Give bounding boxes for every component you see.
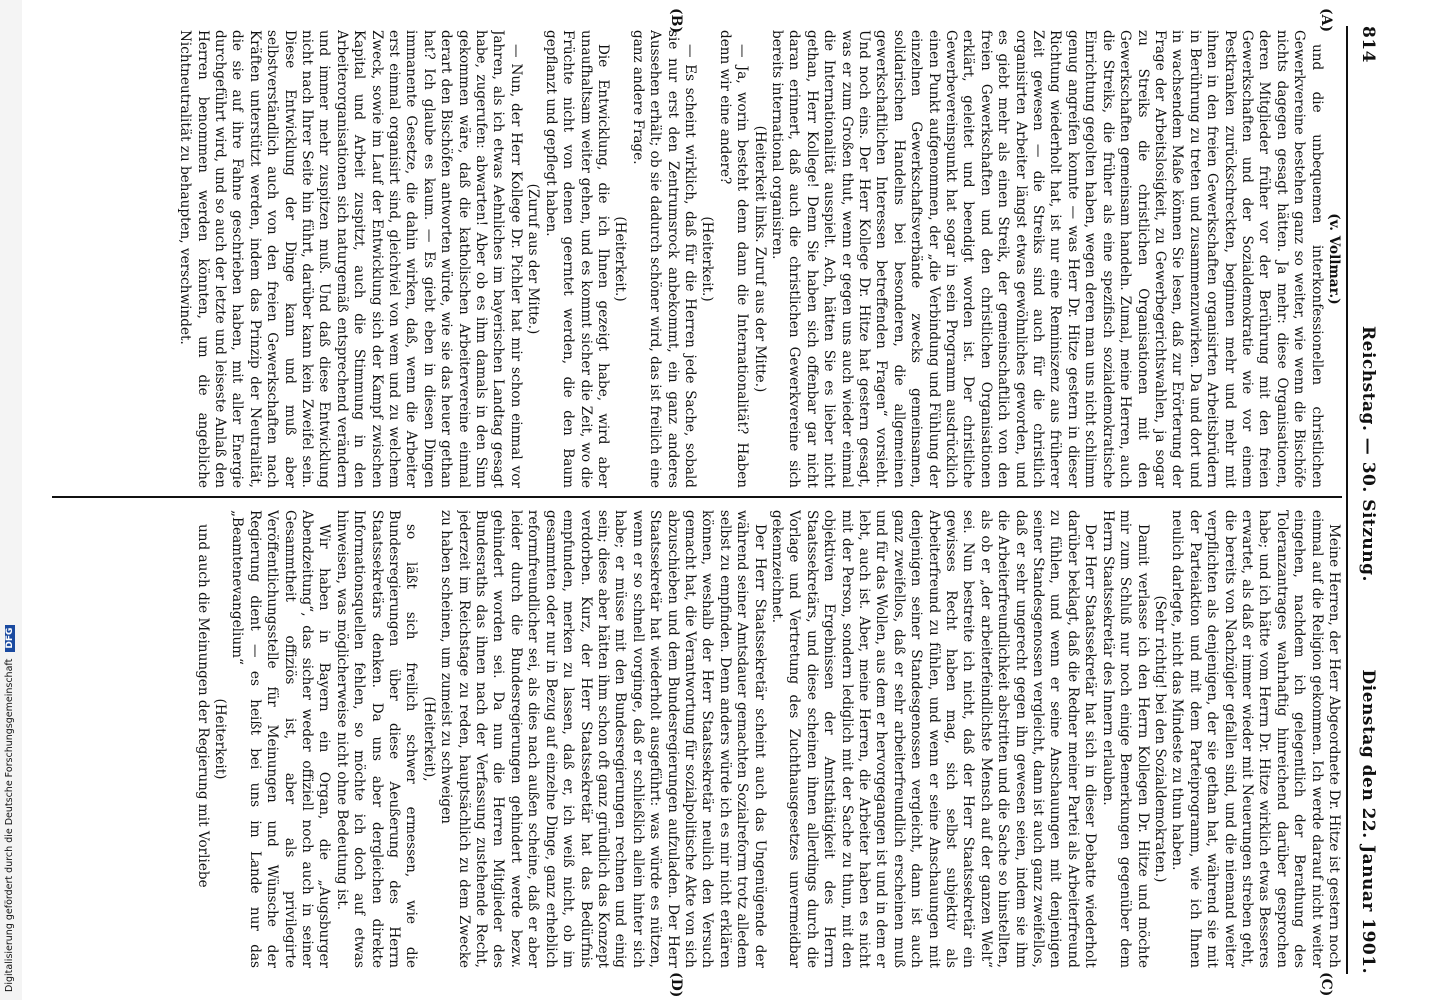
page-header: [1352, 26, 1378, 974]
running-title: Reichstag. — 30. Sitzung.: [1358, 326, 1378, 582]
paragraph: Der Herr Staatssekretär hat sich in dieser Debatte wiederholt darüber beklagt, daß die Redner meiner Partei als Arbeiterfreund zu fühlen, und wenn er seine Anschauungen mit denjenigen seiner Standesgenossen vergleicht, dann ist auch ganz zweifellos, daß er sehr ungerecht gegen ihn gewesen seien, indem sie ihm die Arbeiterfreundlichkeit abstritten und die Sache so hinstellten, als ob er „der arbeiterfeindlichste Mensch auf der ganzen Welt“ sei. Nun bestreite ich nicht, daß der Herr Staatssekretär ein gewisses Recht haben mag, sich selbst subjektiv als Arbeiterfreund zu fühlen, und wenn er seine Anschauungen mit denjenigen seiner Standesgenossen vergleicht, dann ist auch ganz zweifellos, daß er sehr arbeiterfreundlich erscheinen muß und für das Wollen, aus dem er hervorgegangen ist und in dem er lebt, auch ist. Aber, meine Herren, die Arbeiter haben es nicht mit der Person, sondern lediglich mit der Sache zu thun, mit den objektiven Ergebnissen der Amtsthätigkeit des Herrn Staatssekretärs, und diese scheinen ihnen allerdings durch die Vorlage und Vertretung des Zuchthausgesetzes unvermeidbar gekennzeichnet.: [769, 510, 1099, 968]
interjection: (Heiterkeit): [212, 698, 228, 780]
page-number: 814: [1358, 26, 1378, 63]
speaker-label: (v. Vollmar.): [1326, 213, 1342, 305]
margin-marker-c: (C): [1318, 972, 1334, 997]
margin-marker-d: (D): [668, 972, 684, 998]
digitization-credit-text: Digitalisierung gefördert durch die Deutsche Forschungsgemeinschaft: [4, 658, 15, 992]
session-date: Dienstag den 22. Januar 1901.: [1358, 669, 1378, 974]
paragraph: und auch die Meinungen der Regierung mit Vorliebe: [194, 524, 211, 888]
interjection: (Heiterkeit links. Zuruf aus der Mitte.): [751, 125, 768, 393]
paragraph: — Nun, der Herr Kollege Dr. Pichler hat mir schon einmal vor Jahren, als ich etwas Aehnliches im bayerischen Landtag gesagt habe, zugerufen: abwarten! Aber ob es ihm damals in den Sinn gekommen wäre, daß die katholischen Arbeitervereine einmal derart den Bischöfen antworten würde, wie sie das heuer gethan hat? Ich glaube es kaum. — Es giebt eben in diesen Dingen immanente Gesetze, die dahin wirken, daß, wenn die Arbeiter erst einmal organisirt sind, gleichviel von wem und zu welchem Zweck, sowie im Lauf der Entwicklung sich der Kampf zwischen Kapital und Arbeit zuspitzt, auch die Stimmung in den Arbeiterorganisationen sich naturgemäß entsprechend verändern und immer mehr zuspitzen muß. Und daß diese Entwicklung nicht nach Ihrer Seite hin führt, darüber kann kein Zweifel sein. Diese Entwicklung der Dinge kann und muß aber selbstverständlich auch von den freien Gewerkschaften nach Kräften unterstützt werden, indem das Prinzip der Neutralität, die sie auf ihre Fahne geschrieben haben, mit aller Energie durchgeführt wird, und so auch der letzte und leiseste Anlaß den Herren benommen werden könnten, um die angebliche Nichtneutralität zu behaupten, verschwindet.: [177, 30, 524, 488]
interjection: (Sehr richtig! bei den Sozialdemokraten.): [1151, 595, 1168, 883]
margin-marker-b: (B): [668, 8, 684, 34]
paragraph: Meine Herren, der Herr Abgeordnete Dr. Hitze ist gestern noch einmal auf die Religion gekommen. Ich werde darauf nicht weiter eingehen, nachdem ich gelegentlich der Berathung des Toleranzantrages wahrhaftig hinreichend darüber gesprochen habe; und ich hätte vom Herrn Dr. Hitze wirklich etwas Besseres erwartet, als daß er immer wieder mit Neuerungen streben geht, die bereits von Nachzügler gefallen sind, und die niemand weiter verpflichten als denjenigen, der sie gethan hat, während sie mit der Parteiaktion und mit dem Parteiprogramm, wie ich Ihnen neulich darlegte, nicht das Mindeste zu thun haben.: [1169, 510, 1342, 968]
paragraph: Wir haben in Bayern ein Organ, die „Augsburger Abendzeitung“, das sicher weder offiziell noch auch in seiner Gesammtheit offiziös ist, aber als privilegirte Veröffentlichungsstelle für Meinungen und Wünsche der Regierung dient — es heißt bei uns im Lande nur das „Beamtenevangelium“: [229, 510, 333, 968]
interjection: (Heiterkeit.): [699, 216, 716, 302]
paragraph: — Es scheint wirklich, daß für die Herren jede Sache, sobald sie nur erst den Zentrumsrock anbekommt, ein ganz anderes Aussehen erhält; ob sie dadurch schöner wird, das ist freilich eine ganz andere Frage.: [629, 30, 698, 488]
header-rule: [1346, 26, 1348, 974]
interjection: (Heiterkeit.): [612, 216, 629, 302]
paragraph: — Ja, worin besteht denn dann die Internationalität? Haben denn wir eine andere?: [716, 30, 751, 488]
rotated-page: [12, 0, 1392, 1000]
paragraph: Die Entwicklung, die ich Ihnen gezeigt habe, wird aber unaufhaltsam weiter gehen, und es kommt sicher die Zeit, wo die Früchte nicht von denen geerntet werden, die den Baum gepflanzt und gepflegt haben.: [542, 30, 611, 488]
right-column: [42, 510, 1342, 968]
interjection: (Zuruf aus der Mitte.): [525, 183, 542, 335]
left-column: [42, 30, 1342, 488]
paragraph: Der Herr Staatssekretär scheint auch das Ungenügende der während seiner Amtsdauer gemachten Sozialreform trotz alledem selbst zu empfinden. Denn anders würde ich es mir nicht erklären können, weshalb der Herr Staatssekretär neulich den Versuch gemacht hat, die Verantwortung für sozialpolitische Akte von sich abzuschieben und dem Bundesregierungen aufzuladen. Der Herr Staatssekretär hat wiederholt ausgeführt: was würde es nützen, wenn er so schnell vorginge, daß er schließlich allein hinter sich habe; er müsse mit den Bundesregierungen rechnen und einig sein; diese aber hätten ihm schon oft ganz gründlich das Konzept verdorben. Kurz, der Herr Staatssekretär hat das Bedürfnis empfunden, merken zu lassen, daß er, ich weiß nicht, ob im gesammten oder nur in Bezug auf einzelne Dinge, ganz erheblich reformfreundlicher sei, als dies nach außen scheine, daß er aber leider durch die Bundesregierungen gehindert werde bezw. gehindert worden sei. Da nun die Herren Mitglieder des Bundesraths das ihnen nach der Verfassung zustehende Recht, jederzeit im Reichstage zu reden, hauptsächlich zu dem Zwecke zu haben scheinen, um zumeist zu schweigen: [438, 510, 768, 968]
dfg-logo: DFG: [5, 625, 15, 652]
paragraph: Damit verlasse ich den Herrn Kollegen Dr. Hitze und möchte mir zum Schluß nur noch einige Bemerkungen gegenüber dem Herrn Staatssekretär des Innern erlauben.: [1099, 510, 1151, 968]
margin-marker-a: (A): [1318, 8, 1334, 33]
interjection: (Heiterkeit),: [420, 696, 437, 782]
paragraph: und die unbequemen interkonfessionellen christlichen Gewerkvereine bestehen ganz so weiter, wie wenn die Bischöfe nichts dagegen gesagt hätten. Ja mehr: diese Organisationen, deren Mitglieder früher vor der Berührung mit den freien Gewerkschaften und der Sozialdemokratie wie vor einem Pestkranken zurückschreckten, beginnen mehr und mehr mit ihnen in den freien Gewerkschaften organisirten Arbeitsbrüdern in Berührung zu treten und zusammenzuwirken. Da und dort und in wachsendem Maße können Sie lesen, daß zur Erörterung der Frage der Arbeitslosigkeit, zu Gewerbegerichtswahlen, ja sogar zu Streiks die christlichen Organisationen mit den Gewerkschaften gemeinsam handeln. Zumal, meine Herren, auch die Streiks, die früher als eine spezifisch sozialdemokratische Einrichtung gegolten haben, wegen deren man uns nicht schlimm genug angreifen konnte — was Herr Dr. Hitze gestern in dieser Richtung wiederholt hat, ist nur eine Reminiszenz aus früherer Zeit gewesen — die Streiks sind auch für die christlich organisirten Arbeiter längst etwas gewöhnliches geworden, und es giebt mehr als einen Streik, der gemeinschaftlich von den freien Gewerkschaften und den christlichen Organisationen erklärt, geleitet und beendigt worden ist. Der christliche Gewerbevereinspunkt hat sogar in sein Programm ausdrücklich einen Punkt aufgenommen, der „die Verbindung und Fühlung der einzelnen Gewerkschaftsverbände zwecks gemeinsamen, solidarischen Handelns bei besonderen, die allgemeinen gewerkschaftlichen Interessen betreffenden Fragen“ vorsieht. Und noch eins. Der Herr Kollege Dr. Hitze hat gestern gesagt, was er zum Großen thut, wenn er gegen uns auch wieder einmal die Internationalität ausspielt. Ach, hätten Sie es lieber nicht gethan, Herr Kollege! Denn Sie haben sich offenbar gar nicht daran erinnert, daß auch die christlichen Gewerkvereine sich bereits international organisiren.: [769, 30, 1325, 488]
column-divider: [52, 496, 1342, 498]
paragraph: so läßt sich freilich schwer ermessen, wie die Bundesregierungen über diese Aeußerung des Herrn Staatssekretärs denken. Da uns aber dergleichen direkte Informationsquellen fehlen, so möchte ich doch auf etwas hinweisen, was möglicherweise nicht ohne Bedeutung ist.: [333, 510, 420, 968]
